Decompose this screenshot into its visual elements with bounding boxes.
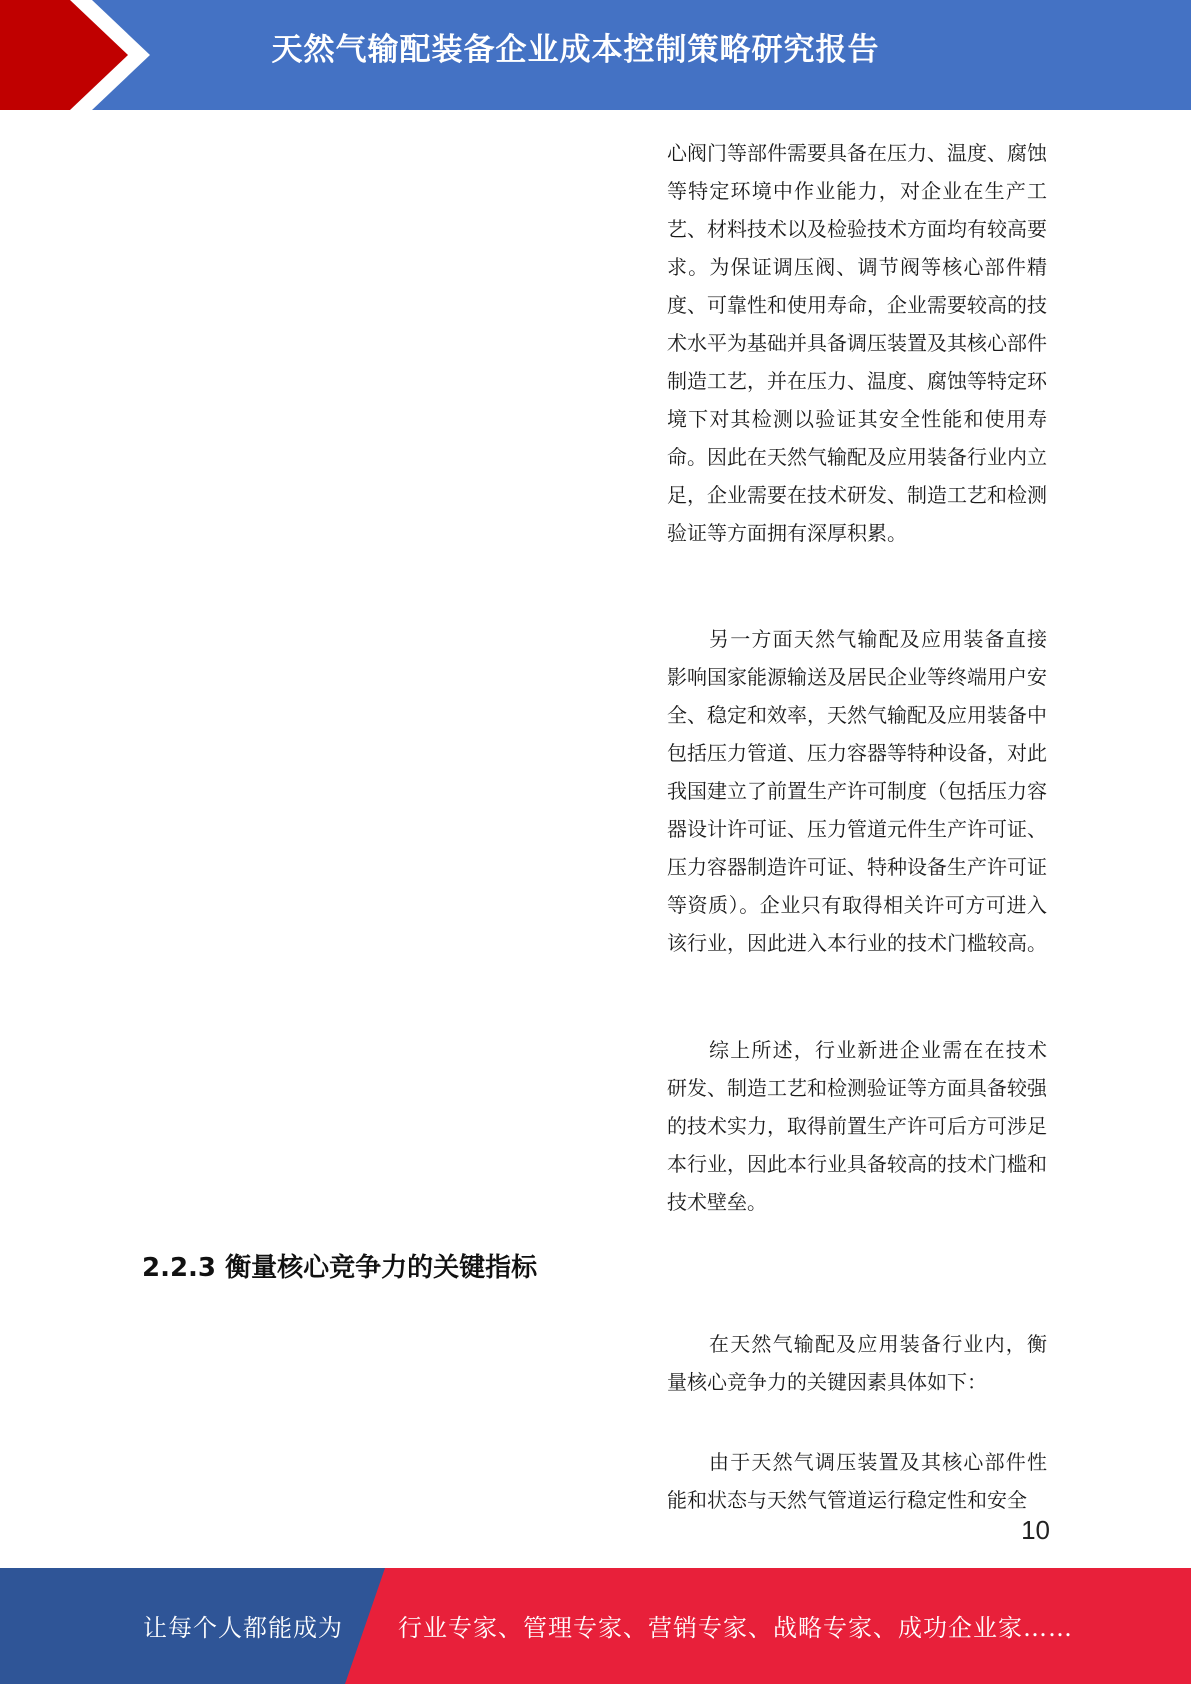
body-paragraph-1: 心阀门等部件需要具备在压力、温度、腐蚀等特定环境中作业能力，对企业在生产工艺、材料技术以及检验技术方面均有较高要求。为保证调压阀、调节阀等核心部件精度、可靠性和使用寿命，企业需要较高的技术水平为基础并具备调压装置及其核心部件制造工艺，并在压力、温度、腐蚀等特定环境下对其检测以验证其安全性能和使用寿命。因此在天然气输配及应用装备行业内立足，企业需要在技术研发、制造工艺和检测验证等方面拥有深厚积累。 [667, 141, 1047, 545]
page-footer [0, 1568, 1191, 1684]
body-paragraph-3: 综上所述，行业新进企业需在在技术研发、制造工艺和检测验证等方面具备较强的技术实力，取得前置生产许可后方可涉足本行业，因此本行业具备较高的技术门槛和技术壁垒。 [667, 1038, 1047, 1214]
section-paragraph-2: 由于天然气调压装置及其核心部件性能和状态与天然气管道运行稳定性和安全 [667, 1450, 1047, 1512]
page-header [0, 0, 1191, 110]
section-paragraph-1: 在天然气输配及应用装备行业内，衡量核心竞争力的关键因素具体如下： [667, 1332, 1047, 1394]
body-paragraph-2: 另一方面天然气输配及应用装备直接影响国家能源输送及居民企业等终端用户安全、稳定和效率，天然气输配及应用装备中包括压力管道、压力容器等特种设备，对此我国建立了前置生产许可制度（包括压力容器设计许可证、压力管道元件生产许可证、压力容器制造许可证、特种设备生产许可证等资质）。企业只有取得相关许可方可进入该行业，因此进入本行业的技术门槛较高。 [667, 627, 1047, 955]
chevron-logo-icon [0, 0, 160, 110]
footer-slogan-left: 让每个人都能成为 [143, 1614, 343, 1642]
report-title: 天然气输配装备企业成本控制策略研究报告 [271, 32, 880, 68]
footer-slogan-right: 行业专家、管理专家、营销专家、战略专家、成功企业家…… [398, 1614, 1073, 1642]
page-number: 10 [1021, 1515, 1050, 1545]
section-heading: 2.2.3 衡量核心竞争力的关键指标 [142, 1253, 538, 1283]
